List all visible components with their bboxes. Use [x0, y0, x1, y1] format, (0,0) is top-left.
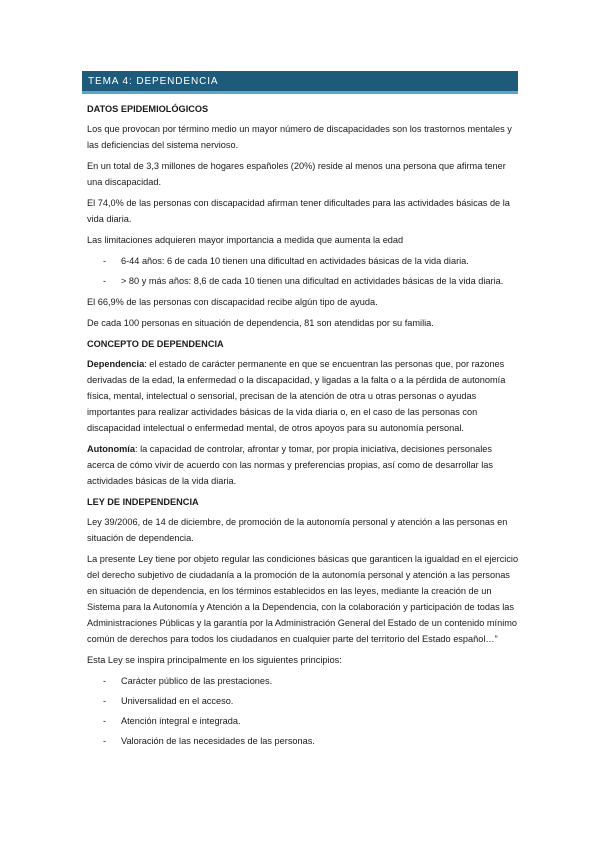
dependency-definition — [87, 356, 519, 436]
list-item — [87, 273, 519, 289]
list-dash: - — [103, 736, 107, 746]
dependency-term: Dependencia — [87, 359, 145, 369]
list-item-text: Valoración de las necesidades de las personas. — [121, 736, 315, 746]
list-item — [87, 713, 519, 729]
law-paragraph-2: La presente Ley tiene por objeto regular las condiciones básicas que garanticen la igualdad en el ejercicio del derecho subjetivo de ciudadanía a la promoción de la autonomía personal y atención a las personas en situación de dependencia, en los términos establecidos en las leyes, mediante la creación de un Sistema para la Autonomía y Atención a la Dependencia, con la colaboración y participación de todas las Administraciones Públicas y la garantía por la Administración General del Estado de un contenido mínimo común de derechos para todos los ciudadanos en cualquier parte del territorio del Estado español…” — [87, 554, 519, 644]
epi-paragraph-1: Los que provocan por término medio un mayor número de discapacidades son los trastornos mentales y las deficiencias del sistema nervioso. — [87, 124, 512, 150]
list-dash: - — [103, 256, 107, 266]
epi-paragraph-5: El 66,9% de las personas con discapacidad recibe algún tipo de ayuda. — [87, 297, 378, 307]
law-paragraph-3: Esta Ley se inspira principalmente en los siguientes principios: — [87, 655, 342, 665]
list-item-text: > 80 y más años: 8,6 de cada 10 tienen una dificultad en actividades básicas de la vida diaria. — [121, 276, 504, 286]
list-item — [87, 733, 519, 749]
list-item — [87, 253, 519, 269]
epi-paragraph-3: El 74,0% de las personas con discapacidad afirman tener dificultades para las actividades básicas de la vida diaria. — [87, 198, 510, 224]
list-item-text: Universalidad en el acceso. — [121, 696, 234, 706]
age-limitations-list — [87, 253, 519, 289]
list-item — [87, 693, 519, 709]
autonomy-definition — [87, 441, 519, 489]
autonomy-text: : la capacidad de controlar, afrontar y tomar, por propia iniciativa, decisiones personales acerca de cómo vivir de acuerdo con las normas y preferencias propias, así como de desarrollar las actividades básicas de la vida diaria. — [87, 444, 493, 486]
epi-paragraph-4: Las limitaciones adquieren mayor importancia a medida que aumenta la edad — [87, 235, 404, 245]
list-item — [87, 673, 519, 689]
topic-title: TEMA 4: DEPENDENCIA — [88, 76, 219, 87]
list-item-text: Carácter público de las prestaciones. — [121, 676, 273, 686]
epi-paragraph-2: En un total de 3,3 millones de hogares españoles (20%) reside al menos una persona que afirma tener una discapacidad. — [87, 161, 506, 187]
law-principles-list — [87, 673, 519, 749]
list-item-text: 6-44 años: 6 de cada 10 tienen una dificultad en actividades básicas de la vida diaria. — [121, 256, 469, 266]
list-dash: - — [103, 696, 107, 706]
list-dash: - — [103, 676, 107, 686]
list-dash: - — [103, 276, 107, 286]
section-heading-law: LEY DE INDEPENDENCIA — [87, 497, 199, 507]
dependency-text: : el estado de carácter permanente en que se encuentran las personas que, por razones derivadas de la edad, la enfermedad o la discapacidad, y ligadas a la falta o a la pérdida de autonomía física, mental, intelectual o sensorial, precisan de la atención de otra u otras personas o ayudas importantes para realizar actividades básicas de la vida diaria o, en el caso de las personas con discapacidad intelectual o enfermedad mental, de otros apoyos para su autonomía personal. — [87, 359, 506, 433]
autonomy-term: Autonomía — [87, 444, 135, 454]
document-body — [87, 101, 519, 754]
list-dash: - — [103, 716, 107, 726]
list-item-text: Atención integral e integrada. — [121, 716, 241, 726]
section-heading-epidemiological: DATOS EPIDEMIOLÓGICOS — [87, 104, 209, 114]
epi-paragraph-6: De cada 100 personas en situación de dependencia, 81 son atendidas por su familia. — [87, 318, 434, 328]
section-heading-concept: CONCEPTO DE DEPENDENCIA — [87, 339, 224, 349]
law-paragraph-1: Ley 39/2006, de 14 de diciembre, de promoción de la autonomía personal y atención a las personas en situación de dependencia. — [87, 517, 508, 543]
topic-header-bar — [82, 71, 518, 94]
